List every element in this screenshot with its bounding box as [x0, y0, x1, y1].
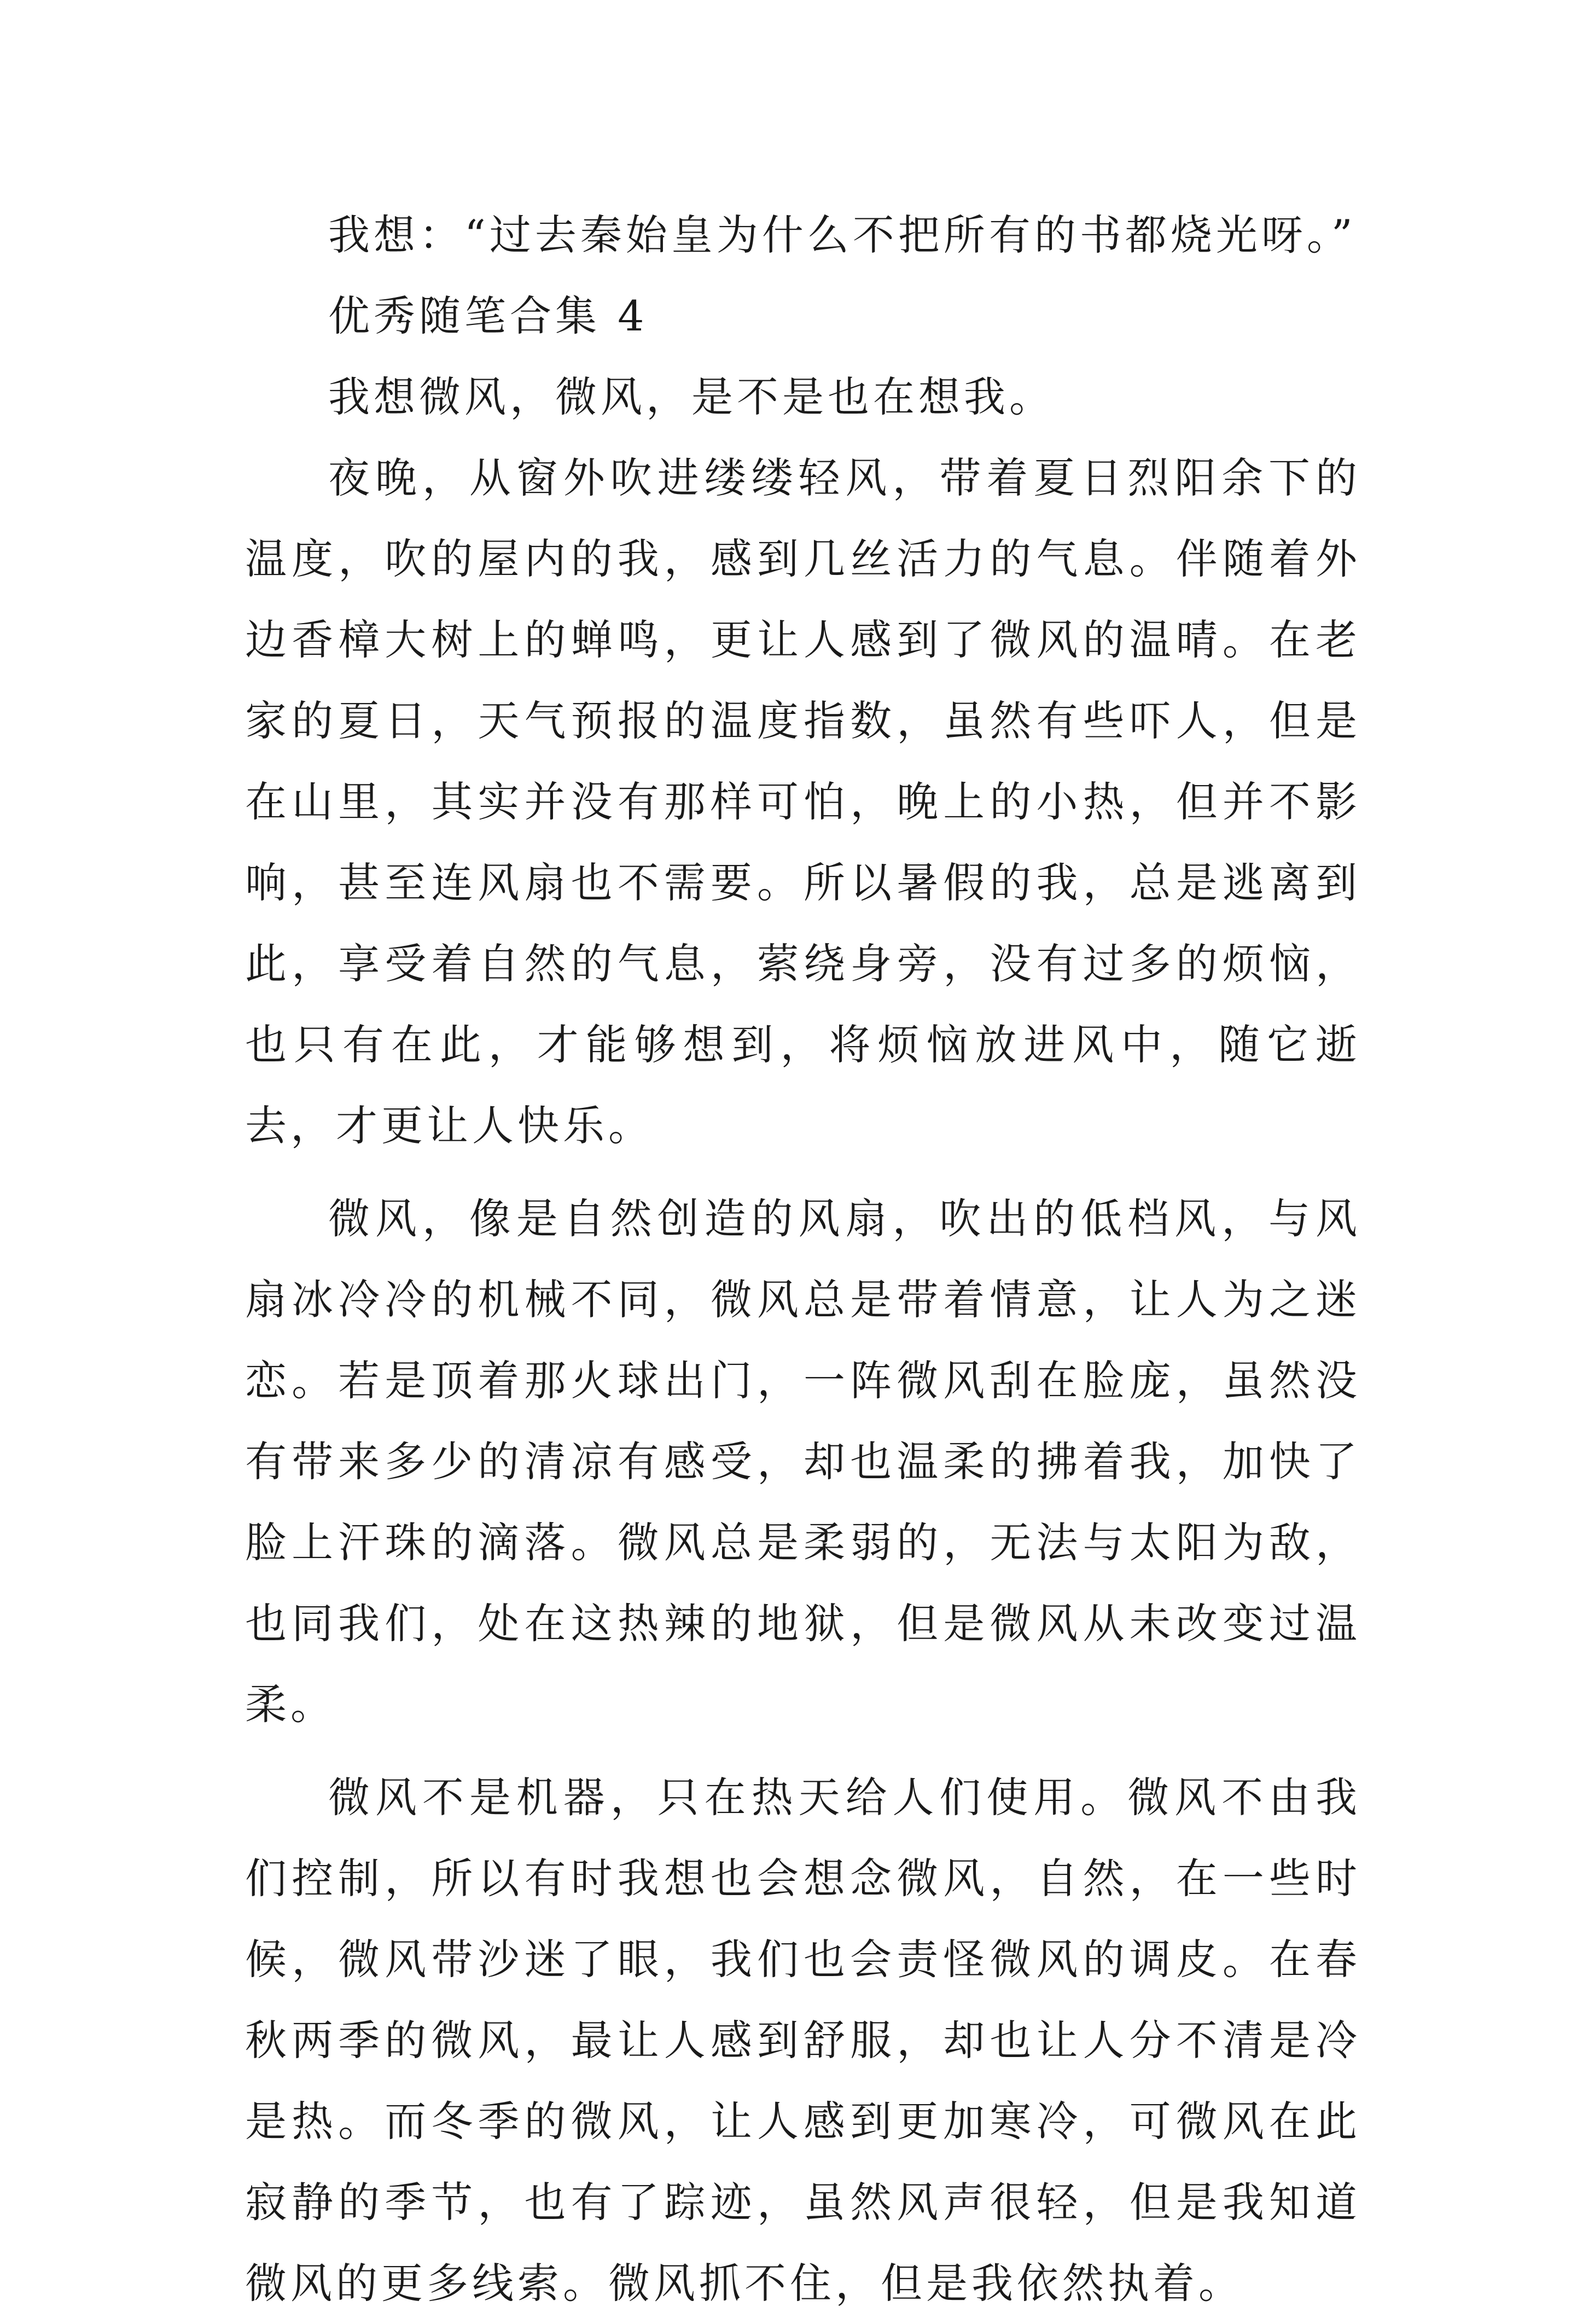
document-body [245, 195, 1361, 2324]
paragraph-night-breeze: 夜晚，从窗外吹进缕缕轻风，带着夏日烈阳余下的温度，吹的屋内的我，感到几丝活力的气息。伴随着外边香樟大树上的蝉鸣，更让人感到了微风的温晴。在老家的夏日，天气预报的温度指数，虽然有些吓人，但是在山里，其实并没有那样可怕，晚上的小热，但并不影响，甚至连风扇也不需要。所以暑假的我，总是逃离到此，享受着自然的气息，萦绕身旁，没有过多的烦恼，也只有在此，才能够想到，将烦恼放进风中，随它逝去，才更让人快乐。 [245, 454, 1361, 1150]
paragraph-not-machine: 微风不是机器，只在热天给人们使用。微风不由我们控制，所以有时我想也会想念微风，自然，在一些时候，微风带沙迷了眼，我们也会责怪微风的调皮。在春秋两季的微风，最让人感到舒服，却也让人分不清是冷是热。而冬季的微风，让人感到更加寒冷，可微风在此寂静的季节，也有了踪迹，虽然风声很轻，但是我知道微风的更多线索。微风抓不住，但是我依然执着。 [245, 1773, 1361, 2308]
paragraph-quote: 我想：“过去秦始皇为什么不把所有的书都烧光呀。” [328, 211, 1357, 259]
paragraph-natural-fan: 微风，像是自然创造的风扇，吹出的低档风，与风扇冰冷冷的机械不同，微风总是带着情意，让人为之迷恋。若是顶着那火球出门，一阵微风刮在脸庞，虽然没有带来多少的清凉有感受，却也温柔的拂着我，加快了脸上汗珠的滴落。微风总是柔弱的，无法与太阳为敌，也同我们，处在这热辣的地狱，但是微风从未改变过温柔。 [245, 1194, 1361, 1729]
paragraph-opening: 我想微风，微风，是不是也在想我。 [328, 373, 1055, 421]
section-heading: 优秀随笔合集 4 [328, 292, 648, 340]
